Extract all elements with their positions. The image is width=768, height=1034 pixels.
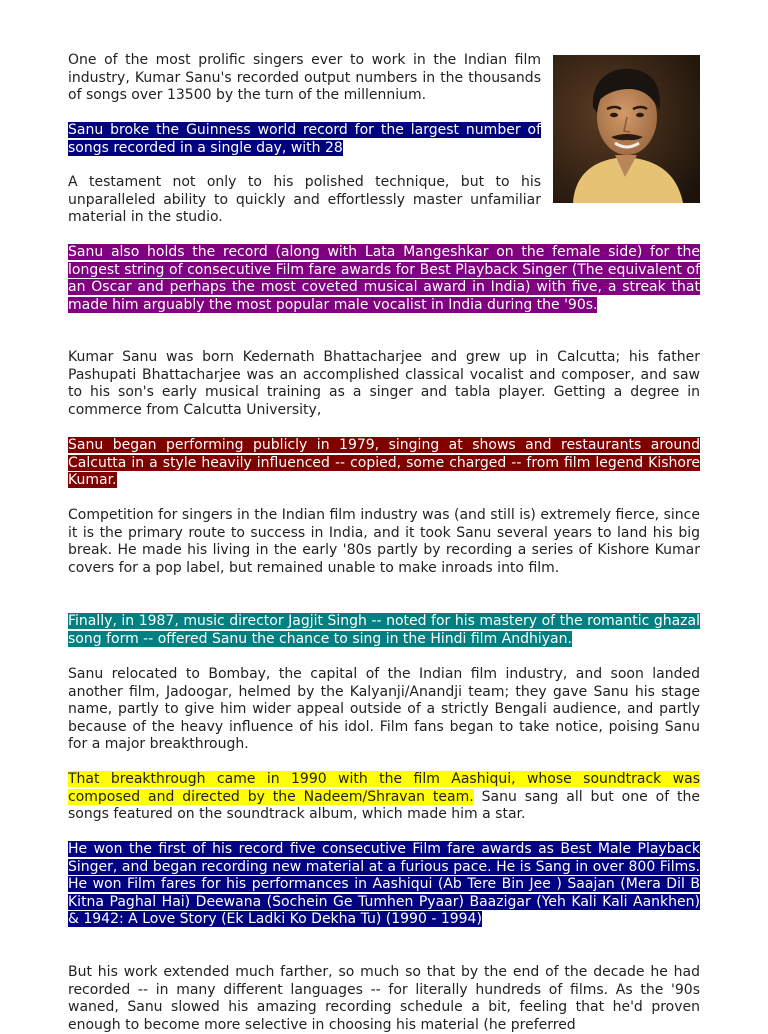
highlighted-text: Sanu broke the Guinness world record for the largest number of songs recorded in a single day, with 28	[68, 122, 541, 156]
paragraph-andhiyan	[68, 613, 700, 648]
paragraph-competition	[68, 507, 700, 577]
portrait-photo	[553, 55, 700, 203]
paragraph-early-life	[68, 349, 700, 419]
highlighted-text: Sanu began performing publicly in 1979, singing at shows and restaurants around Calcutta in a style heavily influenced -- copied, some charged -- from film legend Kishore Kumar.	[68, 437, 700, 488]
highlighted-text: That breakthrough came in 1990 with the film Aashiqui, whose soundtrack was composed and directed by the Nadeem/Shravan team.	[68, 771, 700, 805]
highlighted-text: He won the first of his record five consecutive Film fare awards as Best Male Playback Singer, and began recording new material at a furious pace. He is Sang in over 800 Films. He won Film fares for his performances in Aashiqui (Ab Tere Bin Jee ) Saajan (Mera Dil B Kitna Paghal Hai) Deewana (Sochein Ge Tumhen Pyaar) Baazigar (Yeh Kali Kali Aankhen) & 1942: A Love Story (Ek Ladki Ko Dekha Tu) (1990 - 1994)	[68, 841, 700, 927]
paragraph-text: Competition for singers in the Indian film industry was (and still is) extremely fierce, since it is the primary route to success in India, and it took Sanu several years to land his big break. He made his living in the early '80s partly by recording a series of Kishore Kumar covers for a pop label, but remained unable to make inroads into film.	[68, 507, 700, 576]
paragraph-text: One of the most prolific singers ever to work in the Indian film industry, Kumar Sanu's recorded output numbers in the thousands of songs over 13500 by the turn of the millennium.	[68, 52, 541, 103]
highlighted-text: Finally, in 1987, music director Jagjit Singh -- noted for his mastery of the romantic ghazal song form -- offered Sanu the chance to sing in the Hindi film Andhiyan.	[68, 613, 700, 647]
paragraph-text: Sanu relocated to Bombay, the capital of the Indian film industry, and soon landed another film, Jadoogar, helmed by the Kalyanji/Anandji team; they gave Sanu his stage name, partly to give him wider appeal outside of a strictly Bengali audience, and partly because of the heavy influence of his idol. Film fans began to take notice, poising Sanu for a major breakthrough.	[68, 666, 700, 752]
paragraph-technique	[68, 174, 541, 227]
paragraph-intro	[68, 52, 541, 105]
paragraph-text: Kumar Sanu was born Kedernath Bhattacharjee and grew up in Calcutta; his father Pashupati Bhattacharjee was an accomplished classical vocalist and composer, and saw to his son's early musical training as a singer and tabla player. Getting a degree in commerce from Calcutta University,	[68, 349, 700, 418]
paragraph-bombay	[68, 666, 700, 754]
highlighted-text: Sanu also holds the record (along with Lata Mangeshkar on the female side) for the longest string of consecutive Film fare awards for Best Playback Singer (The equivalent of an Oscar and perhaps the most coveted musical award in India) with five, a streak that made him arguably the most popular male vocalist in India during the '90s.	[68, 244, 700, 313]
paragraph-text: Sanu sang all but one of the songs featured on the soundtrack album, which made him a star.	[68, 788, 700, 822]
paragraph-text: A testament not only to his polished technique, but to his unparalleled ability to quickly and effortlessly master unfamiliar material in the studio.	[68, 174, 541, 225]
paragraph-text: But his work extended much farther, so much so that by the end of the decade he had recorded -- in many different languages -- for literally hundreds of films. As the '90s waned, Sanu slowed his amazing recording schedule a bit, feeling that he'd proven enough to become more selective in choosing his material (he preferred	[68, 964, 700, 1033]
paragraph-breakthrough	[68, 771, 700, 824]
paragraph-guinness-record	[68, 122, 541, 157]
paragraph-later-work	[68, 964, 700, 1034]
paragraph-filmfare-record	[68, 244, 700, 314]
paragraph-performing	[68, 437, 700, 490]
paragraph-awards	[68, 841, 700, 929]
